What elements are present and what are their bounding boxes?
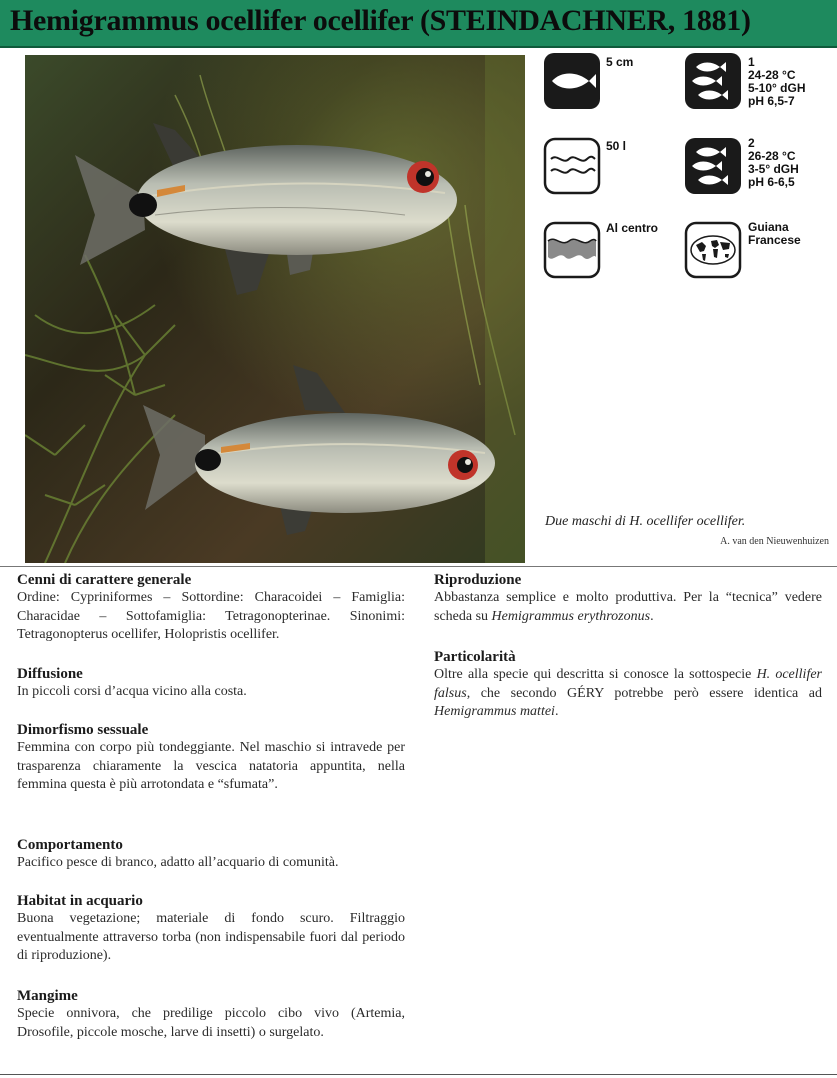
section-heading: Dimorfismo sessuale — [17, 722, 149, 738]
maintenance-hardness: 5-10° dGH — [748, 81, 806, 95]
section-reproduction — [434, 571, 822, 626]
section-text: Specie onnivora, che predilige piccolo cibo vivo (Artemia, Drosofile, piccole mosche, larve di insetti) o surgelato. — [17, 1006, 405, 1040]
section-text: Oltre alla specie qui descritta si conosce la sottospecie H. ocellifer falsus, che secondo GÉRY potrebbe però essere identica ad Hemigrammus mattei. — [434, 667, 822, 719]
origin-info — [748, 221, 801, 247]
section-general — [17, 571, 405, 645]
title-bar — [0, 0, 837, 48]
divider-bottom — [0, 1074, 837, 1075]
breeding-level: 2 — [748, 136, 755, 150]
section-habitat — [17, 892, 405, 966]
section-heading: Habitat in acquario — [17, 893, 143, 909]
aquarium-volume-icon — [543, 137, 601, 195]
section-heading: Diffusione — [17, 666, 83, 682]
section-heading: Riproduzione — [434, 572, 522, 588]
photo-credit: A. van den Nieuwenhuizen — [720, 536, 829, 547]
origin-line1: Guiana — [748, 220, 789, 234]
maintenance-icon — [684, 52, 742, 110]
breeding-ph: pH 6-6,5 — [748, 175, 795, 189]
section-behaviour — [17, 836, 405, 873]
divider — [0, 566, 837, 567]
maintenance-info — [748, 56, 805, 108]
section-text: Pacifico pesce di branco, adatto all’acquario di comunità. — [17, 855, 339, 870]
page-title: Hemigrammus ocellifer ocellifer (STEINDACHNER, 1881) — [10, 4, 751, 37]
section-text: Ordine: Cypriniformes – Sottordine: Characoidei – Famiglia: Characidae – Sottofamiglia: Tetragonopterinae. Sinonimi: Tetragonopterus ocellifer, Holopristis ocellifer. — [17, 590, 405, 642]
section-text: Abbastanza semplice e molto produttiva. Per la “tecnica” vedere scheda su Hemigrammus erythrozonus. — [434, 590, 822, 624]
section-text: Buona vegetazione; materiale di fondo scuro. Filtraggio eventualmente attraverso torba (non indispensabile fuori dal periodo di riproduzione). — [17, 911, 405, 963]
section-food — [17, 987, 405, 1042]
section-heading: Cenni di carattere generale — [17, 572, 192, 588]
maintenance-level: 1 — [748, 55, 755, 69]
maintenance-temperature: 24-28 °C — [748, 68, 796, 82]
breeding-info — [748, 137, 799, 189]
photo-caption: Due maschi di H. ocellifer ocellifer. — [545, 514, 746, 529]
breeding-temperature: 26-28 °C — [748, 149, 796, 163]
section-heading: Particolarità — [434, 649, 516, 665]
section-heading: Comportamento — [17, 837, 123, 853]
breeding-icon — [684, 137, 742, 195]
section-dimorphism — [17, 721, 405, 795]
section-text: In piccoli corsi d’acqua vicino alla costa. — [17, 684, 247, 699]
swim-zone-value: Al centro — [606, 221, 659, 235]
section-heading: Mangime — [17, 988, 78, 1004]
origin-line2: Francese — [748, 233, 801, 247]
fish-photo — [25, 55, 525, 563]
fish-size-value: 5 cm — [606, 55, 634, 69]
aquarium-volume-value: 50 l — [606, 139, 627, 153]
swim-zone-icon — [543, 221, 601, 279]
section-particularities — [434, 648, 822, 722]
maintenance-ph: pH 6,5-7 — [748, 94, 795, 108]
section-text: Femmina con corpo più tondeggiante. Nel maschio si intravede per trasparenza chiaramente la vescica natatoria appuntita, nella femmina questa è più arrotondata e “sfumata”. — [17, 740, 405, 792]
breeding-hardness: 3-5° dGH — [748, 162, 799, 176]
section-distribution — [17, 665, 405, 702]
fish-size-icon — [543, 52, 601, 110]
world-map-icon — [684, 221, 742, 279]
